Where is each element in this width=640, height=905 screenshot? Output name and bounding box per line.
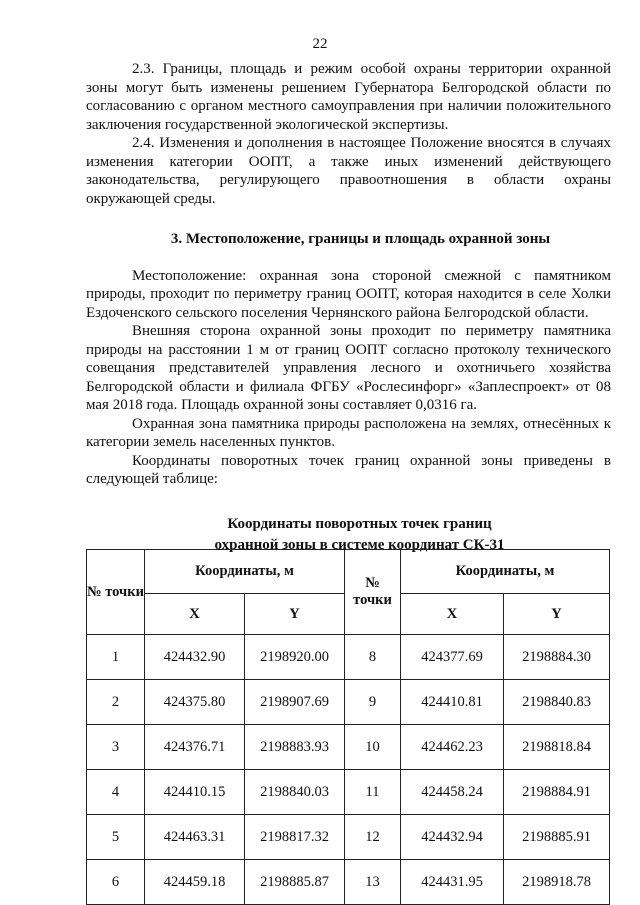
point-number: 4 — [87, 770, 145, 815]
table-row — [87, 635, 610, 680]
point-number: 5 — [87, 815, 145, 860]
x-value: 424410.81 — [401, 680, 504, 725]
table-row — [87, 860, 610, 905]
x-value: 424377.69 — [401, 635, 504, 680]
point-number: 1 — [87, 635, 145, 680]
point-number: 3 — [87, 725, 145, 770]
coordinates-table — [86, 549, 610, 905]
table-title-line-2: охранной зоны в системе координат СК-31 — [214, 536, 505, 553]
table-row — [87, 815, 610, 860]
point-number: 9 — [345, 680, 401, 725]
table-title-line-1: Координаты поворотных точек границ — [227, 515, 492, 532]
y-value: 2198817.32 — [245, 815, 345, 860]
table-row — [87, 680, 610, 725]
y-value: 2198840.03 — [245, 770, 345, 815]
x-value: 424376.71 — [145, 725, 245, 770]
y-value: 2198883.93 — [245, 725, 345, 770]
x-value: 424410.15 — [145, 770, 245, 815]
point-number: 13 — [345, 860, 401, 905]
y-value: 2198840.83 — [504, 680, 610, 725]
table-header-row — [87, 550, 610, 594]
point-number: 10 — [345, 725, 401, 770]
paragraph-2-4: 2.4. Изменения и дополнения в настоящее Положение вносятся в случаях изменения категории ООПТ, а также иных изменений действующего законодательства, регулирующего правоотношения в области охраны окружающей среды. — [86, 135, 611, 207]
coordinates-header-left: Координаты, м — [145, 550, 345, 594]
document-body — [86, 60, 611, 556]
point-number-header-left: № точки — [87, 550, 145, 635]
page-number: 22 — [312, 36, 328, 52]
x-header-right: X — [401, 594, 504, 635]
paragraph-outer-boundary: Внешняя сторона охранной зоны проходит по периметру памятника природы на расстоянии 1 м от границ ООПТ согласно протоколу технического совещания представителей управления лесного и охотничьего хозяйства Белгородской области и филиала ФГБУ «Рослесинфорг» «Заплеспроект» от 08 мая 2018 года. Площадь охранной зоны составляет 0,0316 га. — [86, 323, 611, 413]
x-header-left: X — [145, 594, 245, 635]
paragraph-2-3: 2.3. Границы, площадь и режим особой охраны территории охранной зоны могут быть изменены решением Губернатора Белгородской области по согласованию с органом местного самоуправления при наличии положительного заключения государственной экологической экспертизы. — [86, 61, 611, 133]
y-value: 2198818.84 — [504, 725, 610, 770]
point-number-header-right: № точки — [345, 550, 401, 635]
y-value: 2198885.91 — [504, 815, 610, 860]
point-number: 6 — [87, 860, 145, 905]
y-value: 2198907.69 — [245, 680, 345, 725]
point-number: 8 — [345, 635, 401, 680]
y-header-left: Y — [245, 594, 345, 635]
y-header-right: Y — [504, 594, 610, 635]
y-value: 2198884.91 — [504, 770, 610, 815]
paragraph-coordinates-intro: Координаты поворотных точек границ охранной зоны приведены в следующей таблице: — [86, 452, 611, 487]
x-value: 424432.90 — [145, 635, 245, 680]
x-value: 424458.24 — [401, 770, 504, 815]
coordinates-header-right: Координаты, м — [401, 550, 610, 594]
point-number: 11 — [345, 770, 401, 815]
x-value: 424375.80 — [145, 680, 245, 725]
y-value: 2198918.78 — [504, 860, 610, 905]
y-value: 2198884.30 — [504, 635, 610, 680]
x-value: 424463.31 — [145, 815, 245, 860]
section-heading: 3. Местоположение, границы и площадь охранной зоны — [170, 231, 551, 247]
y-value: 2198920.00 — [245, 635, 345, 680]
paragraph-land-category: Охранная зона памятника природы расположена на землях, отнесённых к категории земель населенных пунктов. — [86, 415, 611, 450]
paragraph-location: Местоположение: охранная зона стороной смежной с памятником природы, проходит по периметру границ ООПТ, которая находится в селе Холки Ездоченского сельского поселения Чернянского района Белгородской области. — [86, 267, 611, 321]
table-row — [87, 725, 610, 770]
y-value: 2198885.87 — [245, 860, 345, 905]
x-value: 424462.23 — [401, 725, 504, 770]
point-number: 12 — [345, 815, 401, 860]
table-row — [87, 770, 610, 815]
point-number: 2 — [87, 680, 145, 725]
x-value: 424432.94 — [401, 815, 504, 860]
x-value: 424459.18 — [145, 860, 245, 905]
x-value: 424431.95 — [401, 860, 504, 905]
